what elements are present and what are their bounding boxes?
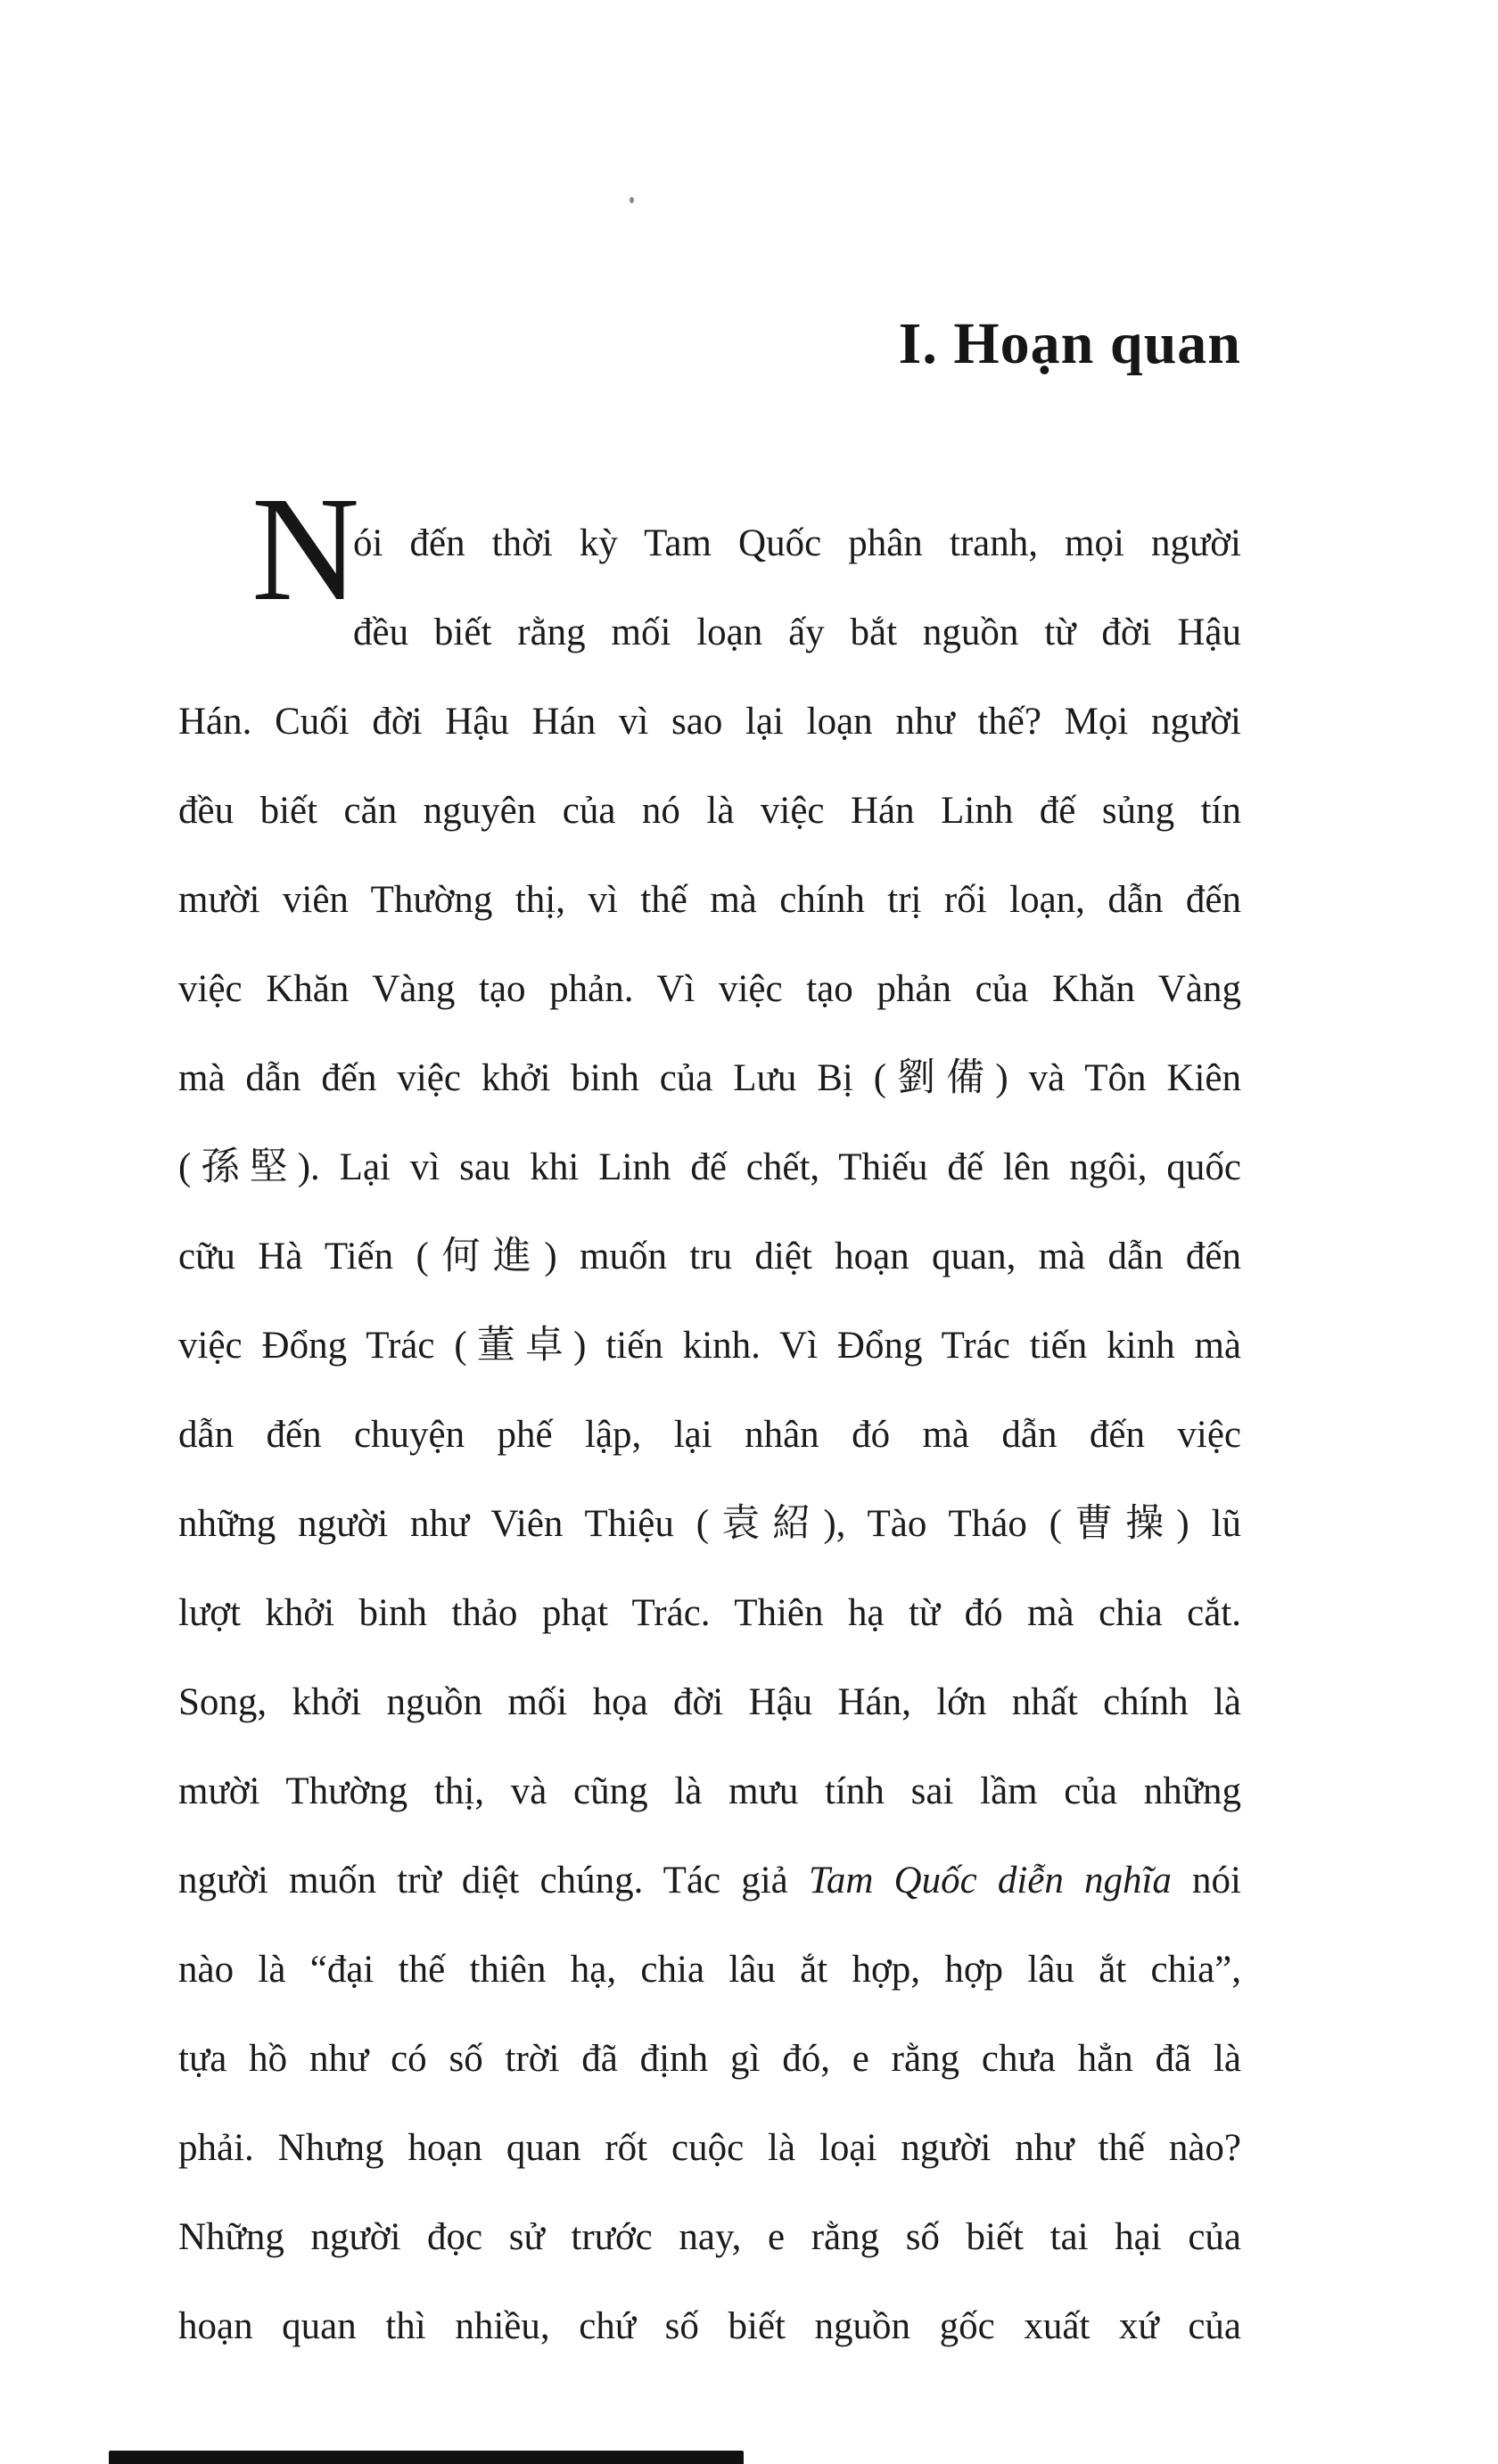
body-line — [178, 2015, 1241, 2104]
body-line-segment: mà dẫn đến việc khởi binh của Lưu Bị (劉備) và Tôn Kiên — [178, 1057, 1241, 1099]
body-line — [178, 2104, 1241, 2193]
body-line-segment: tựa hồ như có số trời đã định gì đó, e rằng chưa hẳn đã là — [178, 2038, 1241, 2080]
body-line-segment: dẫn đến chuyện phế lập, lại nhân đó mà dẫn đến việc — [178, 1414, 1241, 1456]
body-line — [178, 1480, 1241, 1569]
body-line — [178, 1836, 1241, 1926]
body-line-segment: (孫堅). Lại vì sau khi Linh đế chết, Thiếu đế lên ngôi, quốc — [178, 1146, 1241, 1188]
body-line — [178, 2193, 1241, 2282]
body-line-italic-segment: Tam Quốc diễn nghĩa — [808, 1860, 1172, 1901]
body-line-segment: nào là “đại thế thiên hạ, chia lâu ắt hợp, hợp lâu ắt chia”, — [178, 1949, 1241, 1991]
body-line-segment: Những người đọc sử trước nay, e rằng số biết tai hại của — [178, 2216, 1241, 2258]
body-line — [178, 1569, 1241, 1658]
body-line — [178, 678, 1241, 767]
body-line — [178, 2282, 1241, 2371]
page-bottom-edge — [109, 2451, 744, 2464]
body-line — [178, 1391, 1241, 1480]
speck-mark — [630, 197, 634, 203]
body-text — [178, 466, 1241, 2371]
body-line — [178, 767, 1241, 856]
paragraph — [178, 499, 1241, 2371]
body-line-segment: ói đến thời kỳ Tam Quốc phân tranh, mọi người — [353, 522, 1241, 564]
body-line — [178, 1302, 1241, 1391]
body-line-segment: nói — [1171, 1860, 1241, 1901]
body-line-segment: cữu Hà Tiến (何進) muốn tru diệt hoạn quan, mà dẫn đến — [178, 1236, 1241, 1277]
body-line — [178, 1926, 1241, 2015]
body-line — [178, 1747, 1241, 1836]
body-line-segment: Song, khởi nguồn mối họa đời Hậu Hán, lớn nhất chính là — [178, 1681, 1241, 1723]
body-line-segment: việc Đổng Trác (董卓) tiến kinh. Vì Đổng Trác tiến kinh mà — [178, 1325, 1241, 1367]
body-line-segment: việc Khăn Vàng tạo phản. Vì việc tạo phản của Khăn Vàng — [178, 968, 1241, 1010]
chapter-title: I. Hoạn quan — [898, 311, 1241, 376]
body-line — [178, 1034, 1241, 1123]
body-line-segment: Hán. Cuối đời Hậu Hán vì sao lại loạn như thế? Mọi người — [178, 701, 1241, 743]
body-line-segment: lượt khởi binh thảo phạt Trác. Thiên hạ từ đó mà chia cắt. — [178, 1592, 1241, 1634]
body-line-segment: phải. Nhưng hoạn quan rốt cuộc là loại người như thế nào? — [178, 2127, 1241, 2169]
body-line-segment: những người như Viên Thiệu (袁紹), Tào Tháo (曹操) lũ — [178, 1503, 1241, 1545]
body-line-segment: đều biết căn nguyên của nó là việc Hán Linh đế sủng tín — [178, 790, 1241, 832]
drop-cap: N — [251, 466, 360, 632]
body-line — [178, 856, 1241, 945]
body-line-segment: mười Thường thị, và cũng là mưu tính sai lầm của những — [178, 1770, 1241, 1812]
body-line — [178, 1123, 1241, 1212]
body-line-segment: hoạn quan thì nhiều, chứ số biết nguồn gốc xuất xứ của — [178, 2305, 1241, 2347]
body-line-segment: mười viên Thường thị, vì thế mà chính trị rối loạn, dẫn đến — [178, 879, 1241, 921]
body-line-segment: đều biết rằng mối loạn ấy bắt nguồn từ đời Hậu — [353, 612, 1241, 653]
body-line — [178, 945, 1241, 1034]
body-line — [178, 1212, 1241, 1302]
body-line-segment: người muốn trừ diệt chúng. Tác giả — [178, 1860, 809, 1901]
body-line — [178, 1658, 1241, 1747]
